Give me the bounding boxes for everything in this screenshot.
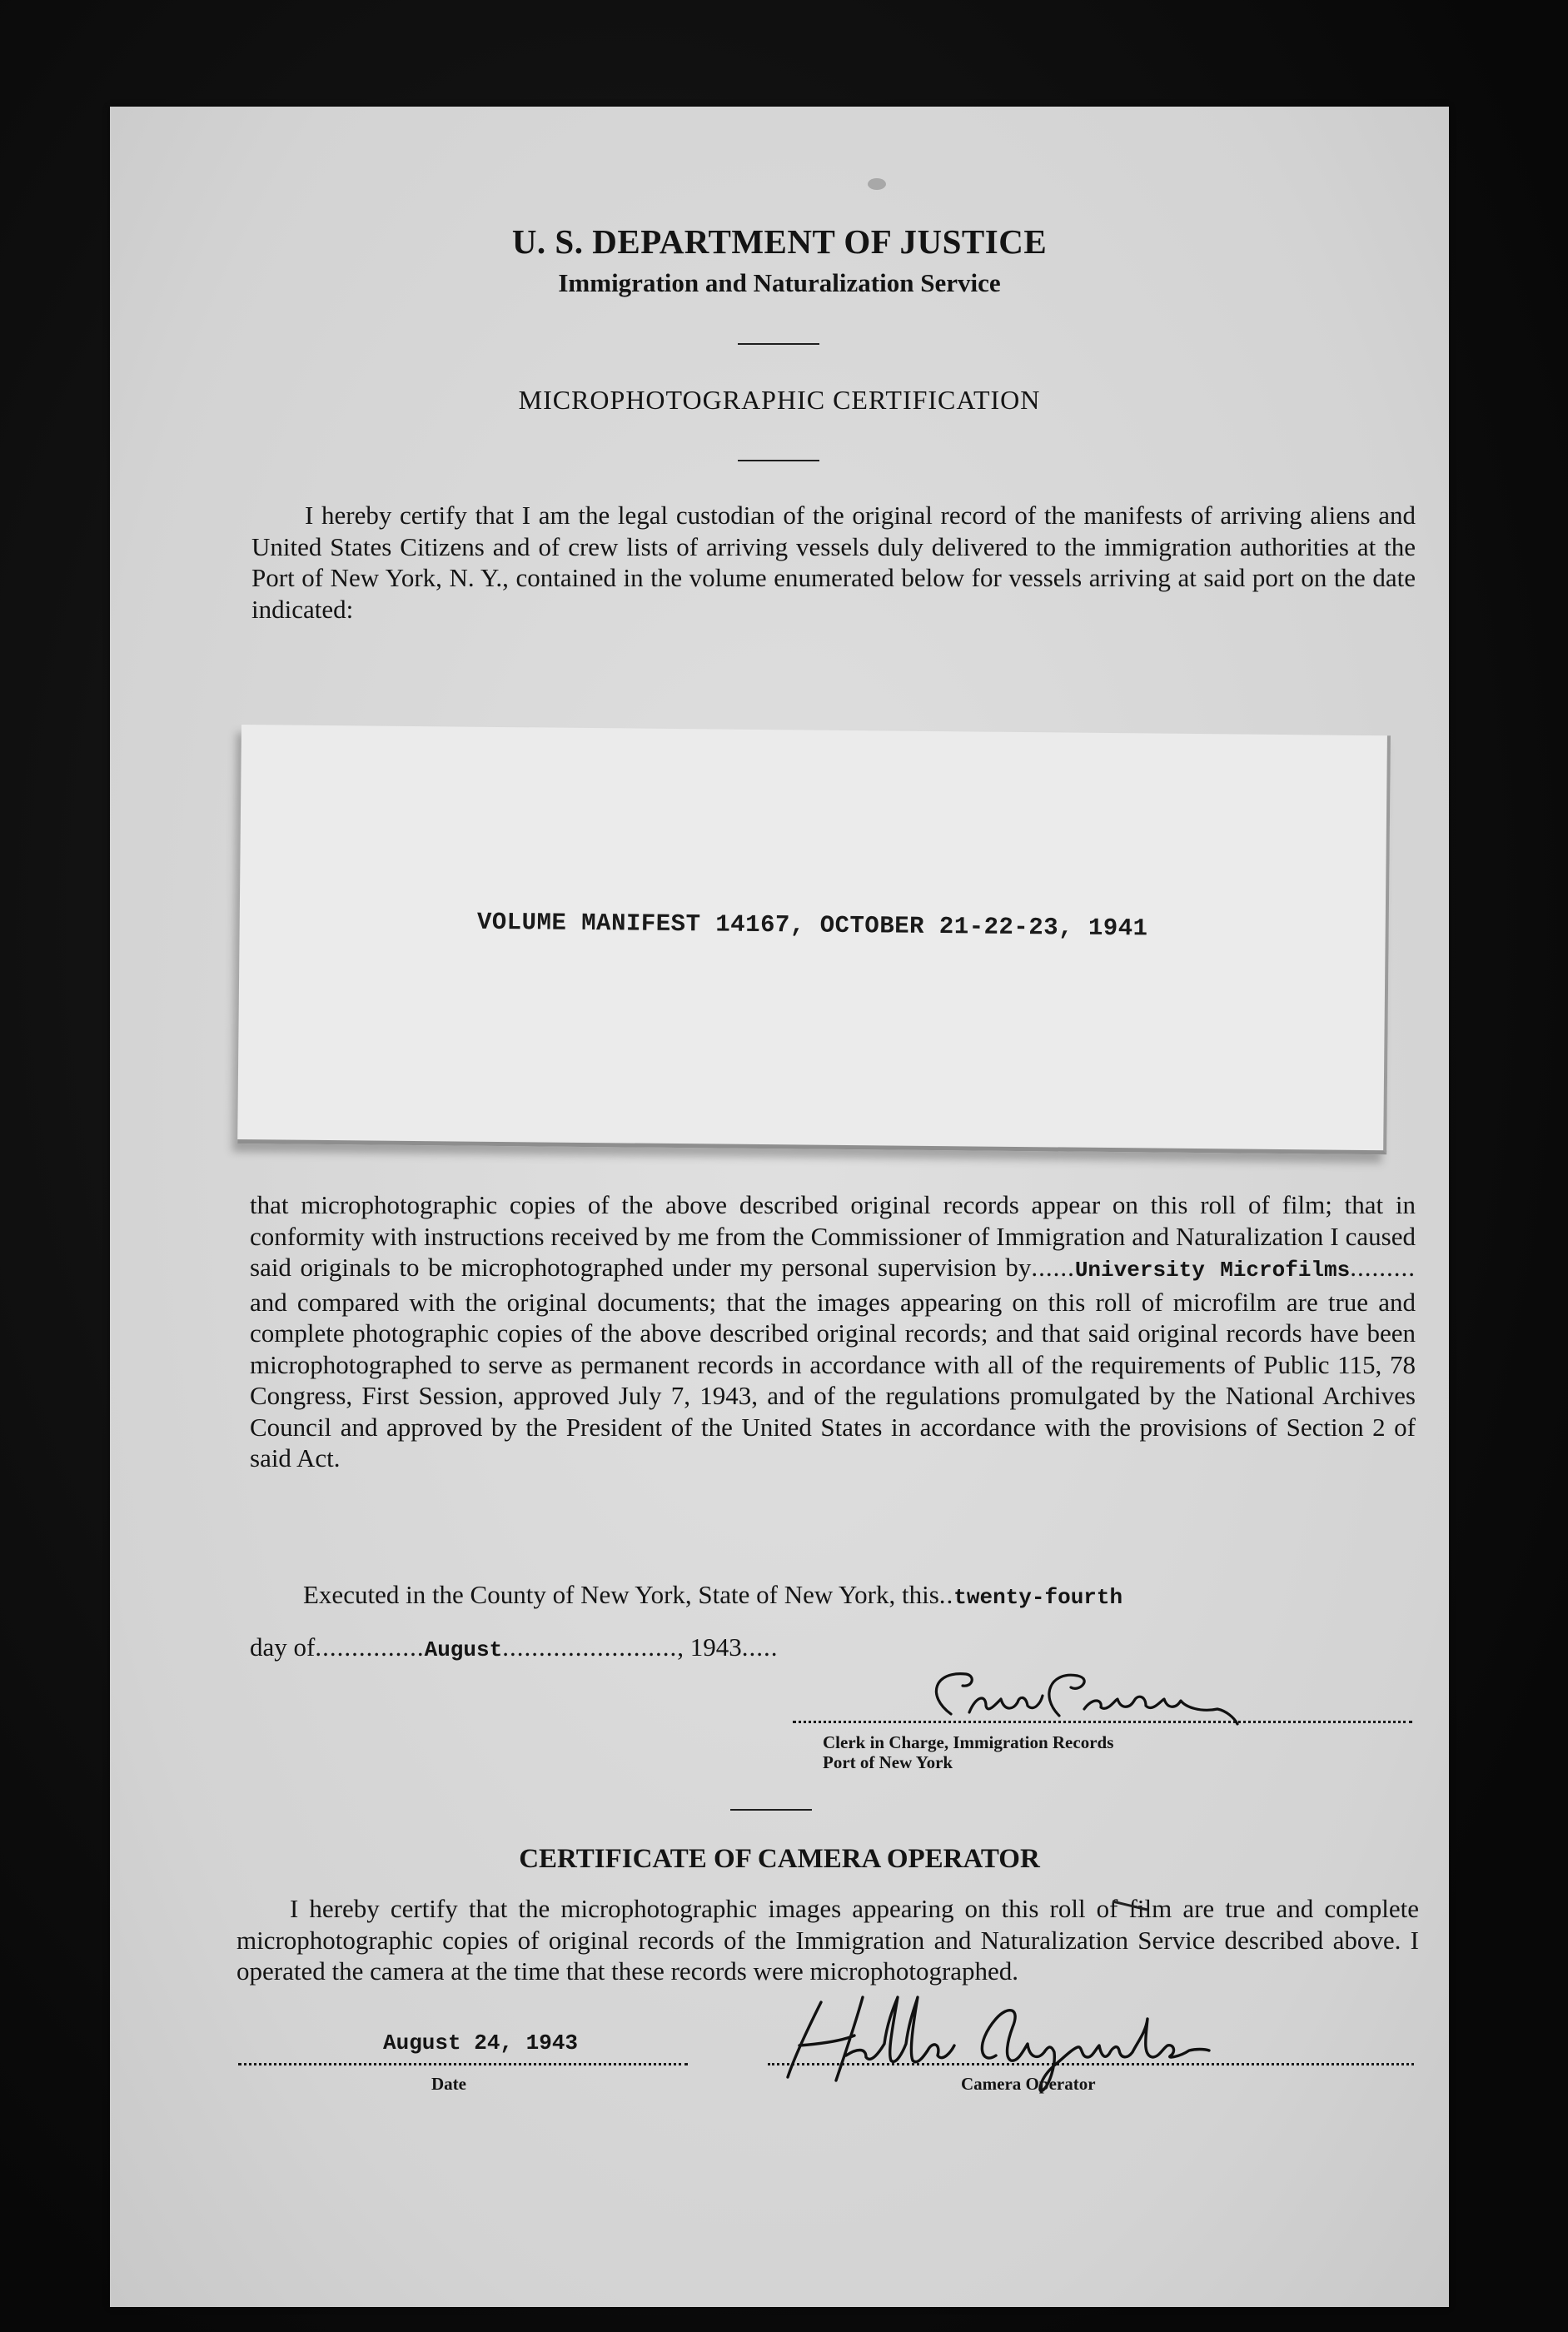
camera-certificate-title: CERTIFICATE OF CAMERA OPERATOR [519,1844,1040,1874]
volume-manifest-label: VOLUME MANIFEST 14167, OCTOBER 21-22-23, 1941 [476,908,1148,943]
date-label: Date [431,2074,466,2094]
fill-dots: ..... [741,1632,779,1662]
department-title: U. S. DEPARTMENT OF JUSTICE [511,222,1048,261]
fill-dots: ............... [315,1632,425,1662]
intro-paragraph: I hereby certify that I am the legal custodian of the original record of the manifests of arriving aliens and United States Citizens and of crew lists of arriving vessels duly delivered to the immigration authorities at the Port of New York, N. Y., contained in the volume enumerated below for vessels arriving at said port on the date indicated: [251,501,1416,624]
certificate-page [110,107,1449,2307]
divider-rule [738,343,819,345]
divider-rule [730,1809,812,1811]
service-subtitle: Immigration and Naturalization Service [558,268,1001,297]
fill-dots: ......... [1350,1253,1416,1282]
clerk-signature [893,1662,1242,1737]
paper-blemish [868,178,886,190]
fill-dots: .. [938,1580,954,1609]
divider-rule [738,460,819,461]
camera-certificate-text: I hereby certify that the microphotographic images appearing on this roll of film are true and complete microphotographic copies of original records of the Immigration and Naturalization Service described above. I operated the camera at the time that these records were microphotographed. [236,1894,1419,1986]
ink-strike-mark [1111,1896,1151,1913]
execution-year: , 1943 [677,1632,742,1662]
execution-line [250,1579,1419,1614]
execution-month: August [424,1637,503,1662]
execution-prefix: Executed in the County of New York, State of New York, this [303,1580,939,1609]
day-of-label: day of [250,1632,316,1662]
clerk-title-line2: Port of New York [823,1752,953,1772]
volume-card [237,725,1391,1154]
clerk-title-line1: Clerk in Charge, Immigration Records [823,1732,1114,1752]
body-text-part1: that microphotographic copies of the above described original records appear on this roll of film; that in conformity with instructions received by me from the Commissioner of Immigration and Naturalization I caused said originals to be microphotographed under my personal supervision by [250,1190,1416,1282]
certification-body [250,1189,1416,1474]
clerk-title [823,1732,1113,1772]
filmer-name: University Microfilms [1074,1258,1351,1283]
certification-title: MICROPHOTOGRAPHIC CERTIFICATION [518,385,1041,415]
date-line [238,2063,688,2065]
body-text-part2: and compared with the original documents; that the images appearing on this roll of microfilm are true and complete photographic copies of the above described original records; and that said original records have been microphotographed to serve as permanent records in accordance with all of the requirements of Public 115, 78 Congress, First Session, approved July 7, 1943, and of the regulations promulgated by the National Archives Council and approved by the President of the United States in accordance with the provisions of Section 2 of said Act. [250,1287,1416,1472]
fill-dots: ........................ [502,1632,678,1662]
fill-dots: ...... [1031,1253,1075,1282]
execution-day: twenty-fourth [953,1585,1123,1610]
day-of-line [250,1632,778,1662]
camera-operator-label: Camera Operator [961,2074,1096,2094]
certificate-date: August 24, 1943 [383,2031,579,2055]
